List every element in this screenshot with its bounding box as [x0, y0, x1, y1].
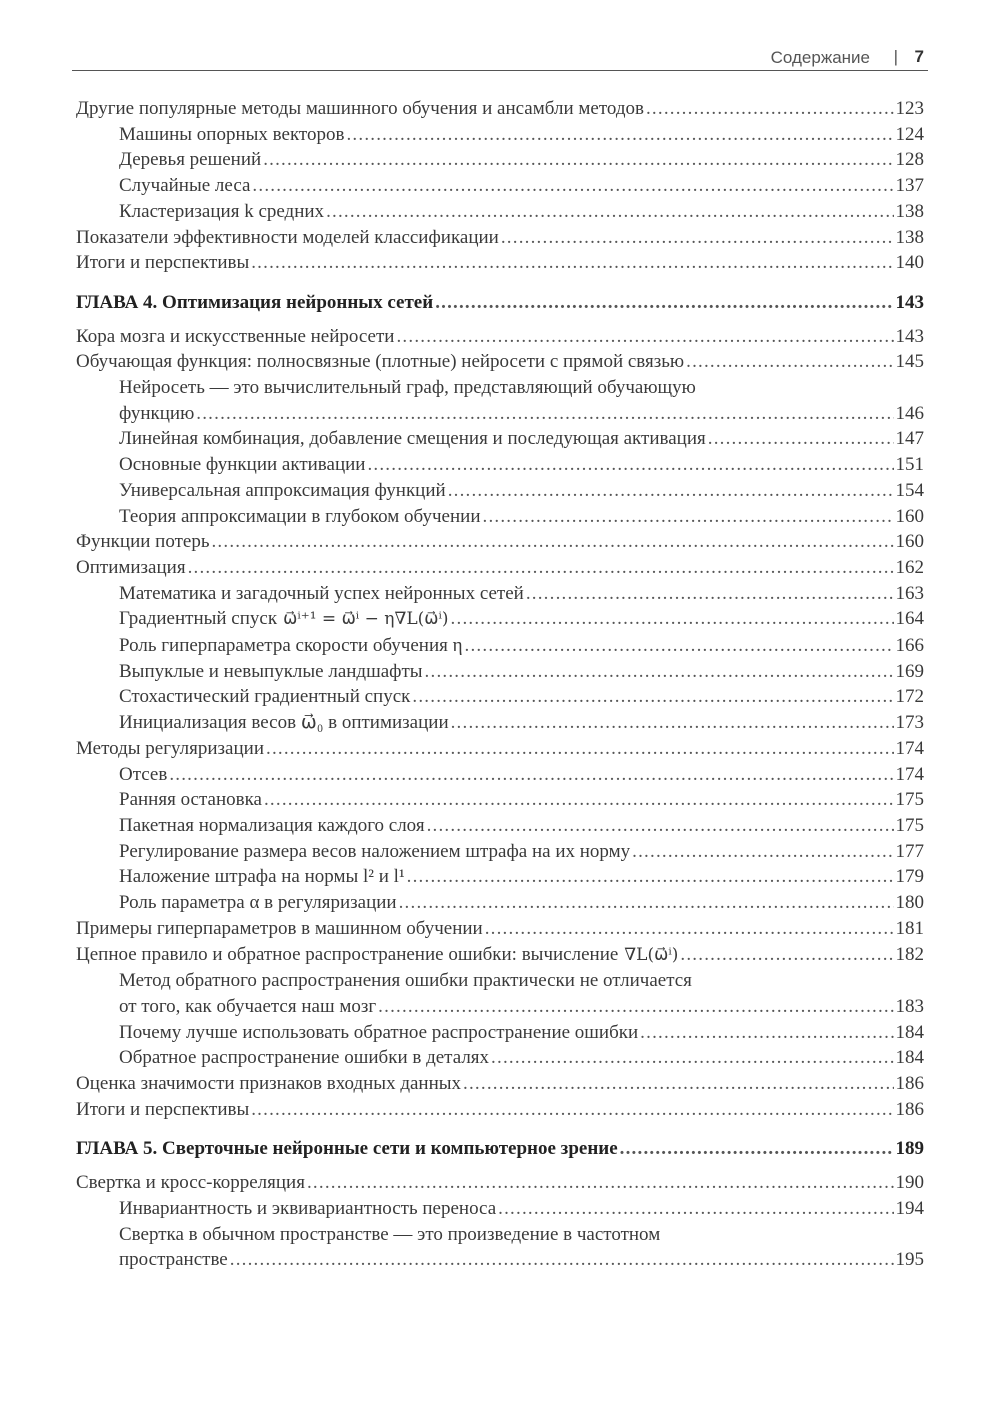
toc-entry-title: Градиентный спуск [119, 608, 278, 630]
dot-leader [483, 504, 894, 530]
toc-entry-title: Машины опорных векторов [119, 123, 345, 145]
toc-entry-title: Функции потерь [76, 531, 210, 553]
running-header [72, 44, 928, 71]
toc-entry-title: Обратное распространение ошибки в деталях [119, 1047, 490, 1069]
toc-entry[interactable] [76, 324, 924, 350]
toc-entry-title: Итоги и перспективы [76, 1098, 250, 1120]
dot-leader [463, 1071, 893, 1097]
toc-entry[interactable] [76, 426, 924, 452]
toc-entry-page: 194 [895, 1197, 924, 1219]
dot-leader [708, 426, 894, 452]
toc-entry-page: 186 [895, 1073, 924, 1095]
toc-entry-page: 163 [895, 582, 924, 604]
dot-leader [188, 555, 894, 581]
toc-entry[interactable] [76, 890, 924, 916]
toc-entry[interactable] [76, 1071, 924, 1097]
toc-entry-title: функцию [119, 402, 195, 424]
toc-entry-page: 190 [895, 1172, 924, 1194]
toc-entry-title: Роль параметра α в регуляризации [119, 892, 397, 914]
toc-entry-page: 174 [895, 737, 924, 759]
dot-leader [399, 890, 894, 916]
dot-leader [680, 942, 893, 968]
toc-entry-title: Почему лучше использовать обратное распространение ошибки [119, 1021, 639, 1043]
toc-entry[interactable] [76, 1247, 924, 1273]
toc-entry-title: Инвариантность и эквивариантность переноса [119, 1197, 497, 1219]
dot-leader [640, 1020, 893, 1046]
table-of-contents [76, 96, 924, 1273]
toc-entry[interactable] [76, 96, 924, 122]
toc-entry[interactable] [76, 710, 924, 736]
toc-entry-page: 145 [895, 351, 924, 373]
toc-entry-title: Ранняя остановка [119, 789, 262, 811]
toc-entry-page: 164 [895, 608, 924, 630]
toc-entry[interactable] [76, 813, 924, 839]
toc-entry[interactable] [76, 864, 924, 890]
dot-leader [451, 606, 894, 632]
toc-entry-title: Примеры гиперпараметров в машинном обучении [76, 917, 483, 939]
toc-entry-title: Обучающая функция: полносвязные (плотные) нейросети с прямой связью [76, 351, 685, 373]
dot-leader [252, 173, 893, 199]
toc-entry-page: 189 [895, 1138, 924, 1160]
toc-entry-title: Инициализация весов ω⃗₀ в оптимизации [119, 712, 449, 734]
toc-entry-page: 172 [895, 686, 924, 708]
dot-leader [465, 633, 894, 659]
dot-leader [412, 684, 893, 710]
dot-leader [485, 916, 894, 942]
toc-entry-formula: ω⃗ⁱ⁺¹ = ω⃗ⁱ − η∇L(ω⃗ⁱ) [283, 609, 449, 630]
toc-entry[interactable] [76, 1020, 924, 1046]
toc-entry[interactable] [76, 1170, 924, 1196]
toc-entry-title: Математика и загадочный успех нейронных сетей [119, 582, 524, 604]
toc-entry[interactable] [76, 173, 924, 199]
toc-entry[interactable] [76, 1196, 924, 1222]
toc-entry-title: Стохастический градиентный спуск [119, 686, 411, 708]
toc-entry-title: ГЛАВА 5. Сверточные нейронные сети и компьютерное зрение [76, 1138, 618, 1160]
toc-entry[interactable] [76, 349, 924, 375]
toc-entry-page: 181 [895, 917, 924, 939]
toc-entry-page: 146 [895, 402, 924, 424]
toc-entry[interactable] [76, 1045, 924, 1071]
toc-entry[interactable] [76, 762, 924, 788]
toc-entry-page: 138 [895, 200, 924, 222]
toc-entry-title: Свертка и кросс-корреляция [76, 1172, 305, 1194]
toc-entry-page: 186 [895, 1098, 924, 1120]
dot-leader [425, 659, 894, 685]
toc-entry-title: Кора мозга и искусственные нейросети [76, 325, 395, 347]
toc-entry-page: 166 [895, 635, 924, 657]
toc-entry-line: Метод обратного распространения ошибки практически не отличается [119, 970, 692, 992]
toc-entry-title: Цепное правило и обратное распространение ошибки: вычисление [76, 943, 619, 965]
dot-leader [498, 1196, 893, 1222]
toc-entry-title: Кластеризация k средних [119, 200, 325, 222]
toc-entry-page: 195 [895, 1249, 924, 1271]
toc-entry-title: Основные функции активации [119, 454, 366, 476]
page-number: 7 [914, 47, 924, 66]
toc-entry[interactable] [76, 736, 924, 762]
toc-entry-title: Итоги и перспективы [76, 252, 250, 274]
toc-entry-title: Отсев [119, 763, 168, 785]
toc-entry[interactable] [76, 916, 924, 942]
toc-entry[interactable] [76, 606, 924, 633]
toc-entry-title: Теория аппроксимации в глубоком обучении [119, 505, 481, 527]
dot-leader [686, 349, 893, 375]
dot-leader [169, 762, 893, 788]
toc-entry-title: Линейная комбинация, добавление смещения и последующая активация [119, 428, 706, 450]
toc-entry[interactable] [76, 504, 924, 530]
toc-entry[interactable] [76, 401, 924, 427]
dot-leader [263, 147, 893, 173]
toc-entry-title: ГЛАВА 4. Оптимизация нейронных сетей [76, 291, 434, 313]
toc-entry-title: пространстве [119, 1249, 228, 1271]
dot-leader [264, 787, 894, 813]
dot-leader [491, 1045, 893, 1071]
dot-leader [501, 225, 894, 251]
toc-entry[interactable] [76, 147, 924, 173]
toc-entry[interactable] [76, 659, 924, 685]
toc-entry-title: Регулирование размера весов наложением штрафа на их норму [119, 840, 631, 862]
toc-entry[interactable] [76, 633, 924, 659]
toc-entry-page: 147 [895, 428, 924, 450]
dot-leader [230, 1247, 894, 1273]
toc-entry-page: 151 [895, 454, 924, 476]
dot-leader [427, 813, 894, 839]
dot-leader [620, 1136, 894, 1162]
toc-chapter[interactable] [76, 290, 924, 316]
toc-entry-title: Пакетная нормализация каждого слоя [119, 814, 425, 836]
toc-entry-line: Свертка в обычном пространстве — это произведение в частотном [119, 1223, 661, 1245]
toc-entry[interactable] [76, 478, 924, 504]
dot-leader [307, 1170, 894, 1196]
toc-entry[interactable] [76, 529, 924, 555]
toc-entry-page: 128 [895, 149, 924, 171]
dot-leader [266, 736, 894, 762]
toc-entry[interactable] [76, 122, 924, 148]
toc-entry-title: Деревья решений [119, 149, 262, 171]
toc-entry[interactable] [76, 555, 924, 581]
toc-entry-title: Универсальная аппроксимация функций [119, 479, 446, 501]
toc-entry[interactable] [76, 839, 924, 865]
dot-leader [346, 122, 893, 148]
dot-leader [396, 324, 893, 350]
header-title: Содержание [770, 48, 870, 67]
toc-entry-page: 183 [895, 995, 924, 1017]
toc-entry-page: 154 [895, 479, 924, 501]
dot-leader [451, 710, 894, 736]
toc-entry-page: 124 [895, 123, 924, 145]
toc-entry[interactable] [76, 199, 924, 225]
dot-leader [251, 1097, 893, 1123]
toc-entry-title: Наложение штрафа на нормы l² и l¹ [119, 866, 405, 888]
toc-entry[interactable] [76, 994, 924, 1020]
toc-entry-page: 177 [895, 840, 924, 862]
dot-leader [211, 529, 893, 555]
toc-entry-page: 160 [895, 531, 924, 553]
dot-leader [326, 199, 893, 225]
toc-entry[interactable] [76, 1097, 924, 1123]
toc-entry-page: 179 [895, 866, 924, 888]
toc-entry-page: 182 [895, 943, 924, 965]
toc-entry-page: 137 [895, 175, 924, 197]
toc-entry-page: 162 [895, 556, 924, 578]
dot-leader [646, 96, 894, 122]
dot-leader [407, 864, 894, 890]
toc-entry-title: Методы регуляризации [76, 737, 264, 759]
header-separator: | [893, 47, 898, 66]
toc-entry[interactable] [76, 942, 924, 969]
toc-entry-title: Роль гиперпараметра скорости обучения η [119, 635, 463, 657]
toc-entry-page: 123 [895, 98, 924, 119]
toc-entry-title: Показатели эффективности моделей классификации [76, 226, 499, 248]
toc-entry-page: 160 [895, 505, 924, 527]
toc-entry[interactable] [76, 452, 924, 478]
toc-entry-line: Нейросеть — это вычислительный граф, представляющий обучающую [119, 377, 696, 399]
dot-leader [632, 839, 893, 865]
dot-leader [196, 401, 893, 427]
toc-entry[interactable] [76, 787, 924, 813]
toc-entry-title: Другие популярные методы машинного обучения и ансамбли методов [76, 98, 644, 119]
toc-entry[interactable] [76, 250, 924, 276]
dot-leader [526, 581, 894, 607]
toc-entry-page: 184 [895, 1021, 924, 1043]
dot-leader [367, 452, 893, 478]
toc-entry-page: 138 [895, 226, 924, 248]
toc-entry-page: 175 [895, 814, 924, 836]
toc-entry[interactable] [76, 684, 924, 710]
toc-entry-page: 184 [895, 1047, 924, 1069]
toc-entry-formula: ∇L(ω⃗ⁱ) [624, 944, 679, 965]
toc-entry[interactable] [76, 581, 924, 607]
toc-entry-page: 169 [895, 660, 924, 682]
toc-entry-title: Оценка значимости признаков входных данных [76, 1073, 462, 1095]
toc-entry-page: 140 [895, 252, 924, 274]
toc-entry-page: 143 [895, 291, 924, 313]
dot-leader [448, 478, 894, 504]
toc-entry-page: 175 [895, 789, 924, 811]
toc-entry-page: 143 [895, 325, 924, 347]
toc-entry-page: 180 [895, 892, 924, 914]
dot-leader [251, 250, 893, 276]
toc-entry-title: от того, как обучается наш мозг [119, 995, 377, 1017]
toc-entry-title: Выпуклые и невыпуклые ландшафты [119, 660, 423, 682]
toc-chapter[interactable] [76, 1136, 924, 1162]
dot-leader [435, 290, 893, 316]
toc-entry-title: Случайные леса [119, 175, 251, 197]
toc-entry[interactable] [76, 225, 924, 251]
toc-entry-page: 173 [895, 712, 924, 734]
toc-entry-title: Оптимизация [76, 556, 186, 578]
dot-leader [378, 994, 893, 1020]
toc-entry-page: 174 [895, 763, 924, 785]
